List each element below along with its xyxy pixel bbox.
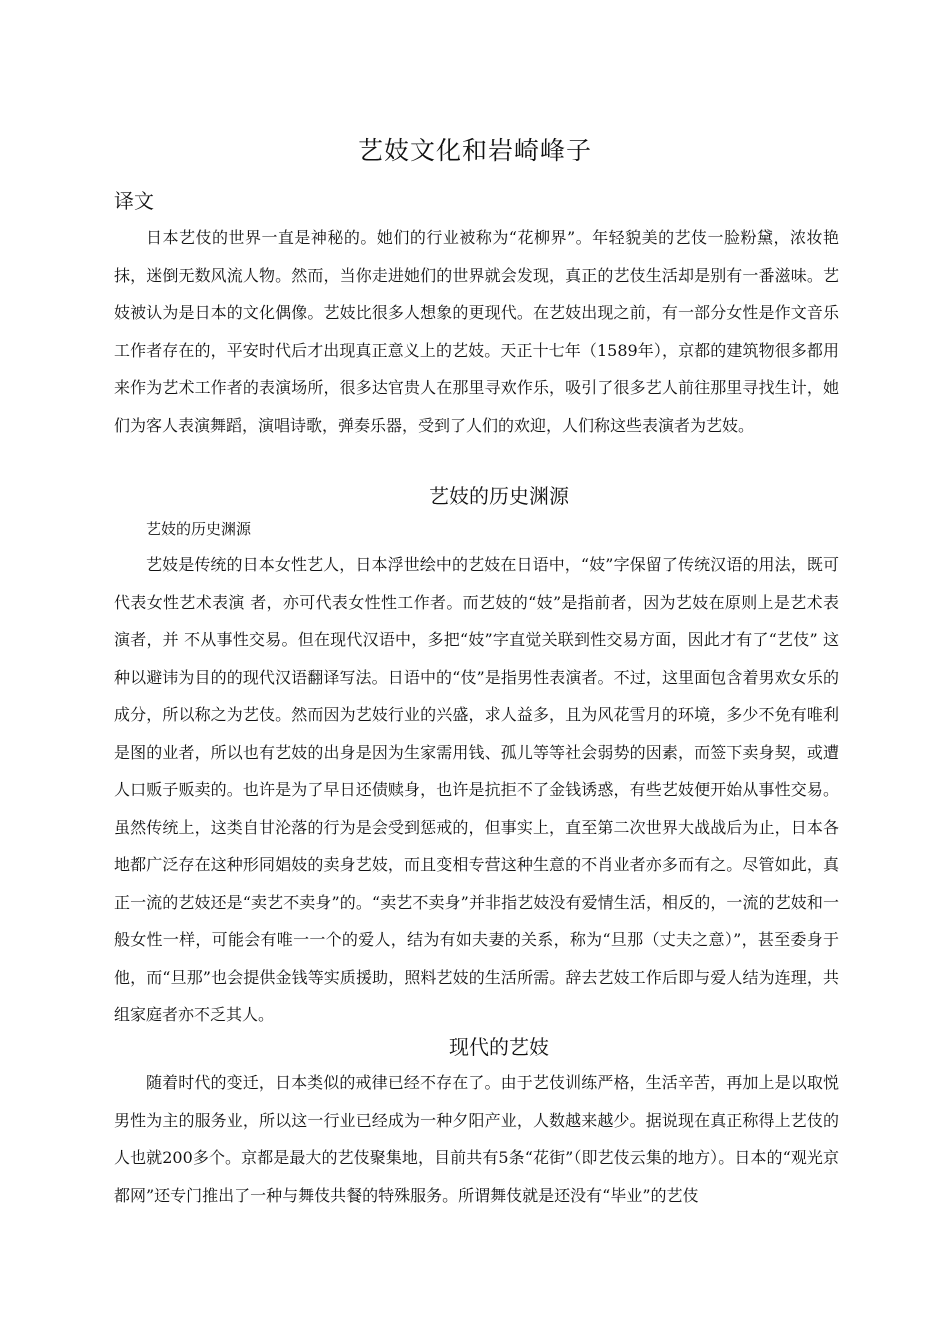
paragraph-history: 艺妓是传统的日本女性艺人，日本浮世绘中的艺妓在日语中，“妓”字保留了传统汉语的用法，既可代表女性艺术表演 者，亦可代表女性性工作者。而艺妓的“妓”是指前者，因为艺妓在原则上是艺术表演者，并 不从事性交易。但在现代汉语中，多把“妓”字直觉关联到性交易方面，因此才有了“艺伎” 这种以避讳为目的的现代汉语翻译写法。日语中的“伎”是指男性表演者。不过，这里面包含着男欢女乐的成分，所以称之为艺伎。然而因为艺妓行业的兴盛，求人益多，且为风花雪月的环境，多少不免有唯利是图的业者，所以也有艺妓的出身是因为生家需用钱、孤儿等等社会弱势的因素，而签下卖身契，或遭人口贩子贩卖的。也许是为了早日还债赎身，也许是抗拒不了金钱诱惑，有些艺妓便开始从事性交易。虽然传统上，这类自甘沦落的行为是会受到惩戒的，但事实上，直至第二次世界大战战后为止，日本各地都广泛存在这种形同娼妓的卖身艺妓，而且变相专营这种生意的不肖业者亦多而有之。尽管如此，真正一流的艺妓还是“卖艺不卖身”的。“卖艺不卖身”并非指艺妓没有爱情生活，相反的，一流的艺妓和一般女性一样，可能会有唯一一个的爱人，结为有如夫妻的关系，称为“旦那（丈夫之意）”，甚至委身于他，而“旦那”也会提供金钱等实质援助，照料艺妓的生活所需。辞去艺妓工作后即与爱人结为连理，共组家庭者亦不乏其人。 [114, 555, 839, 1024]
subheading-history: 艺妓的历史渊源 [146, 520, 252, 538]
paragraph-translation: 日本艺伎的世界一直是神秘的。她们的行业被称为“花柳界”。年轻貌美的艺伎一脸粉黛，浓妆艳抹，迷倒无数风流人物。然而，当你走进她们的世界就会发现，真正的艺伎生活却是别有一番滋味。艺妓被认为是日本的文化偶像。艺妓比很多人想象的更现代。在艺妓出现之前，有一部分女性是作文音乐工作者存在的，平安时代后才出现真正意义上的艺妓。天正十七年（1589年），京都的建筑物很多都用来作为艺术工作者的表演场所，很多达官贵人在那里寻欢作乐，吸引了很多艺人前往那里寻找生计，她们为客人表演舞蹈，演唱诗歌，弹奏乐器，受到了人们的欢迎，人们称这些表演者为艺妓。 [114, 228, 839, 435]
paragraph-modern: 随着时代的变迁，日本类似的戒律已经不存在了。由于艺伎训练严格，生活辛苦，再加上是以取悦男性为主的服务业，所以这一行业已经成为一种夕阳产业，人数越来越少。据说现在真正称得上艺伎的人也就200多个。京都是最大的艺伎聚集地，目前共有5条“花街”（即艺伎云集的地方）。日本的“观光京都网”还专门推出了一种与舞伎共餐的特殊服务。所谓舞伎就是还没有“毕业”的艺伎 [114, 1073, 839, 1205]
section-heading-history: 艺妓的历史渊源 [429, 484, 569, 508]
section-heading-translation: 译文 [114, 189, 154, 213]
document-title: 艺妓文化和岩崎峰子 [357, 136, 592, 165]
section-heading-modern: 现代的艺妓 [449, 1035, 549, 1059]
